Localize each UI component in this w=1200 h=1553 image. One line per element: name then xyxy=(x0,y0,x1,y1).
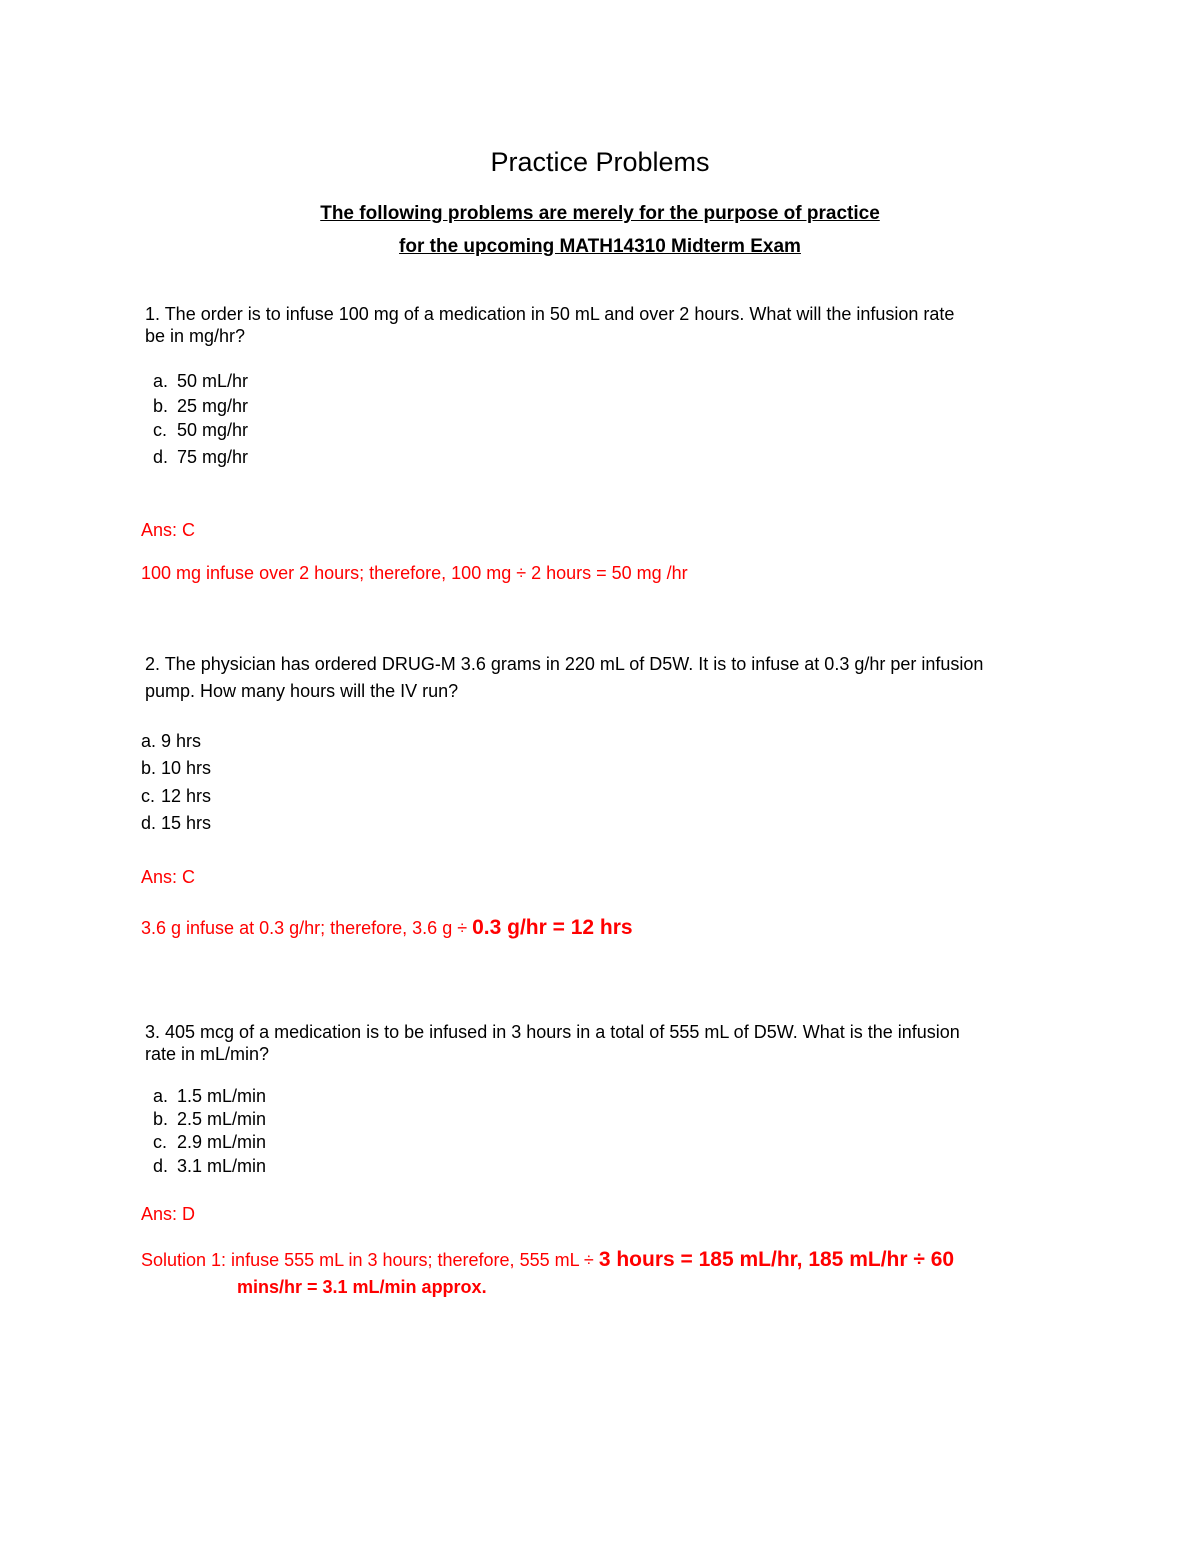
option-text: 50 mL/hr xyxy=(177,371,249,391)
question-3-text-line-1: 405 mcg of a medication is to be infused in 3 hours in a total of 555 mL of D5W. What is the infusion xyxy=(160,1022,960,1042)
question-3-solution-part-1: Solution 1: infuse 555 mL in 3 hours; therefore, 555 mL ÷ xyxy=(141,1250,599,1270)
question-3-option-d xyxy=(153,1155,266,1177)
question-2-answer: Ans: C xyxy=(141,867,196,887)
question-1-number: 1. xyxy=(145,304,161,324)
question-1-option-a xyxy=(153,370,248,392)
question-3-solution-part-2: 3 hours = 185 mL/hr, 185 mL/hr ÷ 60 xyxy=(598,1248,955,1271)
question-2-solution-part-1: 3.6 g infuse at 0.3 g/hr; therefore, 3.6 g ÷ xyxy=(141,918,473,938)
option-label: c. xyxy=(141,786,156,806)
question-3-option-a xyxy=(153,1085,266,1107)
question-2 xyxy=(145,651,1065,705)
option-text: 1.5 mL/min xyxy=(177,1086,267,1106)
option-text: 15 hrs xyxy=(161,813,212,833)
question-2-option-c xyxy=(141,785,211,807)
option-label: c. xyxy=(153,1132,168,1152)
question-3-number: 3. xyxy=(145,1022,161,1042)
option-label: c. xyxy=(153,420,168,440)
subtitle-line-1: The following problems are merely for the purpose of practice xyxy=(320,203,880,224)
question-2-text-line-1: The physician has ordered DRUG-M 3.6 grams in 220 mL of D5W. It is to infuse at 0.3 g/hr per infusion xyxy=(160,654,984,674)
question-1-option-d xyxy=(153,446,248,468)
page-title: Practice Problems xyxy=(490,147,710,177)
option-text: 50 mg/hr xyxy=(177,420,249,440)
question-1-answer: Ans: C xyxy=(141,520,196,540)
question-1-option-b xyxy=(153,395,248,417)
question-1-option-c xyxy=(153,419,248,441)
option-label: a. xyxy=(141,731,157,751)
option-label: b. xyxy=(153,1109,169,1129)
question-1 xyxy=(145,303,1065,347)
question-2-text-line-2: pump. How many hours will the IV run? xyxy=(145,681,459,701)
question-1-text-line-1: The order is to infuse 100 mg of a medication in 50 mL and over 2 hours. What will the infusion rate xyxy=(160,304,955,324)
question-3-text-line-2: rate in mL/min? xyxy=(145,1044,270,1064)
question-1-solution: 100 mg infuse over 2 hours; therefore, 100 mg ÷ 2 hours = 50 mg /hr xyxy=(141,563,688,583)
option-text: 3.1 mL/min xyxy=(177,1156,267,1176)
option-label: a. xyxy=(153,371,169,391)
question-3-solution-line-1 xyxy=(141,1249,954,1271)
question-2-solution-part-2: 0.3 g/hr = 12 hrs xyxy=(472,916,633,939)
option-label: d. xyxy=(141,813,157,833)
question-3-answer: Ans: D xyxy=(141,1204,196,1224)
option-label: a. xyxy=(153,1086,169,1106)
option-text: 2.5 mL/min xyxy=(177,1109,267,1129)
option-text: 75 mg/hr xyxy=(177,447,249,467)
option-label: d. xyxy=(153,1156,169,1176)
question-3-option-c xyxy=(153,1131,266,1153)
option-text: 25 mg/hr xyxy=(177,396,249,416)
question-2-option-d xyxy=(141,812,211,834)
question-2-option-a xyxy=(141,730,201,752)
question-1-text-line-2: be in mg/hr? xyxy=(145,326,246,346)
option-text: 12 hrs xyxy=(161,786,212,806)
question-3-option-b xyxy=(153,1108,266,1130)
question-2-solution xyxy=(141,917,633,939)
subtitle-line-2: for the upcoming MATH14310 Midterm Exam xyxy=(399,236,801,257)
option-label: b. xyxy=(141,758,157,778)
option-text: 10 hrs xyxy=(161,758,212,778)
option-label: b. xyxy=(153,396,169,416)
question-2-option-b xyxy=(141,757,211,779)
question-3-solution-line-2: mins/hr = 3.1 mL/min approx. xyxy=(237,1277,487,1297)
option-text: 9 hrs xyxy=(161,731,202,751)
option-text: 2.9 mL/min xyxy=(177,1132,267,1152)
option-label: d. xyxy=(153,447,169,467)
question-2-number: 2. xyxy=(145,654,161,674)
question-3 xyxy=(145,1021,1065,1065)
